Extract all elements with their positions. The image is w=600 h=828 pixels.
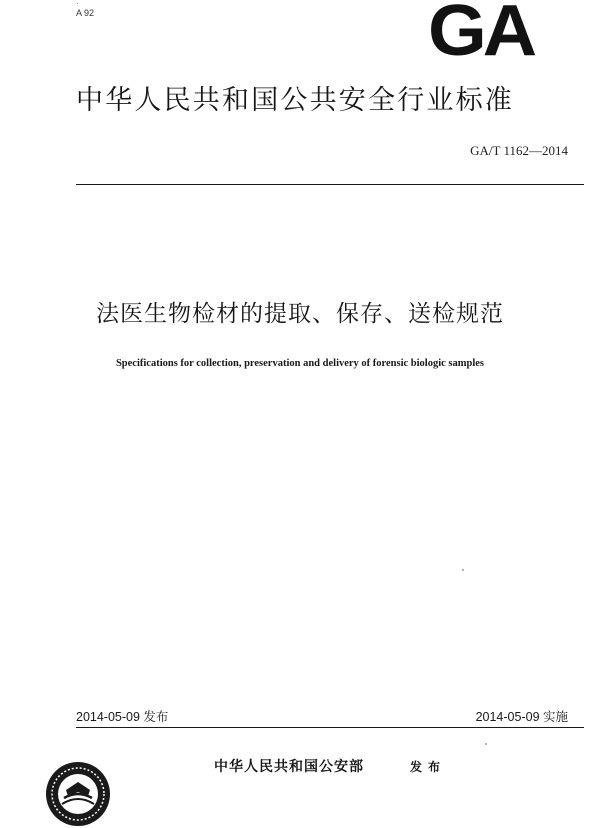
publish-label: 发布 xyxy=(410,760,447,774)
scan-speck xyxy=(485,743,487,745)
standard-type-title: 中华人民共和国公共安全行业标准 xyxy=(76,85,514,116)
classification-code xyxy=(76,0,94,18)
publisher-name: 中华人民共和国公安部 xyxy=(214,759,364,775)
document-title-english: Specifications for collection, preservation and delivery of forensic biologic samples xyxy=(115,358,485,369)
footer-divider xyxy=(76,727,584,728)
classification-line-1: · xyxy=(76,0,79,8)
header-divider xyxy=(76,184,584,185)
ga-logo: GA xyxy=(428,0,533,71)
police-emblem-icon xyxy=(44,760,112,828)
scan-speck xyxy=(462,569,464,571)
classification-line-2: A 92 xyxy=(76,8,95,18)
standard-number: GA/T 1162—2014 xyxy=(470,143,568,158)
document-title-chinese: 法医生物检材的提取、保存、送检规范 xyxy=(96,301,504,327)
implementation-date: 2014-05-09 实施 xyxy=(475,710,568,724)
issue-date: 2014-05-09 发布 xyxy=(76,710,169,724)
